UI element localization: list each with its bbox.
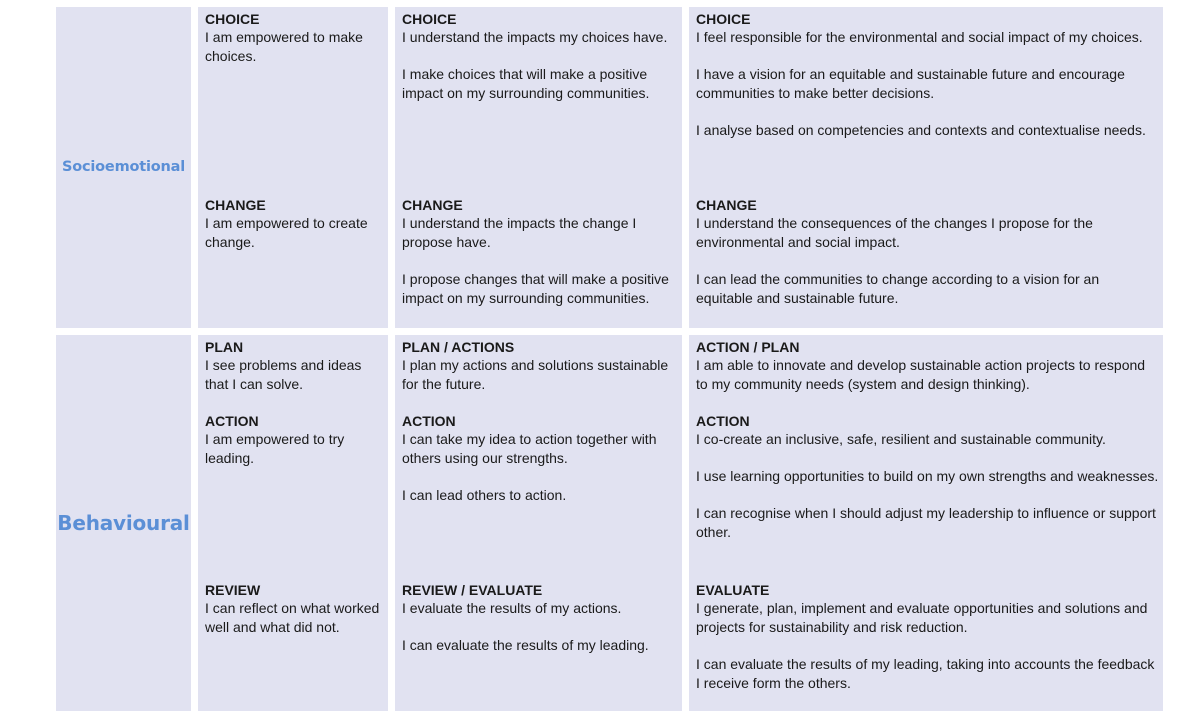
cell-behavioural-col3	[689, 335, 1163, 711]
section-heading: ACTION	[696, 413, 750, 429]
section-text: I am able to innovate and develop sustainable action projects to respond to my community needs (system and design thinking).	[696, 357, 1146, 392]
section-text: I use learning opportunities to build on my own strengths and weaknesses.	[696, 468, 1159, 484]
section-heading: CHOICE	[205, 11, 260, 27]
section-choice	[205, 10, 384, 66]
section-text: I can evaluate the results of my leading.	[402, 637, 649, 653]
section-action	[402, 412, 678, 505]
section-change	[402, 196, 678, 308]
section-heading: CHOICE	[696, 11, 751, 27]
row-label-cell-socioemotional	[56, 7, 191, 328]
section-text: I understand the impacts my choices have.	[402, 29, 668, 45]
section-heading: CHOICE	[402, 11, 457, 27]
section-text: I analyse based on competencies and contexts and contextualise needs.	[696, 122, 1146, 138]
section-action	[696, 412, 1159, 542]
section-heading: PLAN / ACTIONS	[402, 339, 515, 355]
row-label-behavioural: Behavioural	[57, 510, 190, 535]
row-label-cell-behavioural	[56, 335, 191, 711]
section-heading: CHANGE	[205, 197, 266, 213]
section-text: I co-create an inclusive, safe, resilient and sustainable community.	[696, 431, 1106, 447]
section-heading: ACTION / PLAN	[696, 339, 800, 355]
section-heading: REVIEW	[205, 582, 261, 598]
section-text: I can lead the communities to change according to a vision for an equitable and sustainable future.	[696, 271, 1100, 306]
section-text: I am empowered to try leading.	[205, 431, 345, 466]
section-text: I can recognise when I should adjust my leadership to influence or support other.	[696, 505, 1156, 540]
section-change	[696, 196, 1159, 308]
section-text: I can take my idea to action together with others using our strengths.	[402, 431, 657, 466]
section-text: I am empowered to create change.	[205, 215, 368, 250]
section-heading: ACTION	[205, 413, 259, 429]
section-heading: PLAN	[205, 339, 244, 355]
section-choice	[696, 10, 1159, 140]
section-heading: CHANGE	[696, 197, 757, 213]
section-text: I see problems and ideas that I can solve.	[205, 357, 362, 392]
cell-behavioural-col2	[395, 335, 682, 711]
section-text: I understand the impacts the change I propose have.	[402, 215, 637, 250]
section-heading: ACTION	[402, 413, 456, 429]
section-heading: CHANGE	[402, 197, 463, 213]
section-text: I feel responsible for the environmental and social impact of my choices.	[696, 29, 1143, 45]
section-plan-actions	[402, 338, 678, 394]
cell-behavioural-col1	[198, 335, 388, 711]
section-text: I generate, plan, implement and evaluate opportunities and solutions and projects for sustainability and risk reduction.	[696, 600, 1148, 635]
section-text: I can lead others to action.	[402, 487, 567, 503]
cell-socioemotional-col2	[395, 7, 682, 328]
row-label-socioemotional: Socioemotional	[62, 159, 185, 175]
section-text: I make choices that will make a positive impact on my surrounding communities.	[402, 66, 650, 101]
section-text: I propose changes that will make a positive impact on my surrounding communities.	[402, 271, 669, 306]
section-action	[205, 412, 384, 468]
cell-socioemotional-col1	[198, 7, 388, 328]
section-change	[205, 196, 384, 252]
section-evaluate	[696, 581, 1159, 693]
section-text: I can reflect on what worked well and what did not.	[205, 600, 380, 635]
section-text: I plan my actions and solutions sustainable for the future.	[402, 357, 669, 392]
section-text: I can evaluate the results of my leading, taking into accounts the feedback I receive form the others.	[696, 656, 1155, 691]
section-text: I understand the consequences of the changes I propose for the environmental and social impact.	[696, 215, 1093, 250]
section-text: I have a vision for an equitable and sustainable future and encourage communities to make better decisions.	[696, 66, 1125, 101]
section-text: I evaluate the results of my actions.	[402, 600, 622, 616]
cell-socioemotional-col3	[689, 7, 1163, 328]
section-review-evaluate	[402, 581, 678, 655]
section-text: I am empowered to make choices.	[205, 29, 363, 64]
section-review	[205, 581, 384, 637]
section-heading: REVIEW / EVALUATE	[402, 582, 543, 598]
section-plan	[205, 338, 384, 394]
section-choice	[402, 10, 678, 103]
section-action-plan	[696, 338, 1159, 394]
section-heading: EVALUATE	[696, 582, 770, 598]
